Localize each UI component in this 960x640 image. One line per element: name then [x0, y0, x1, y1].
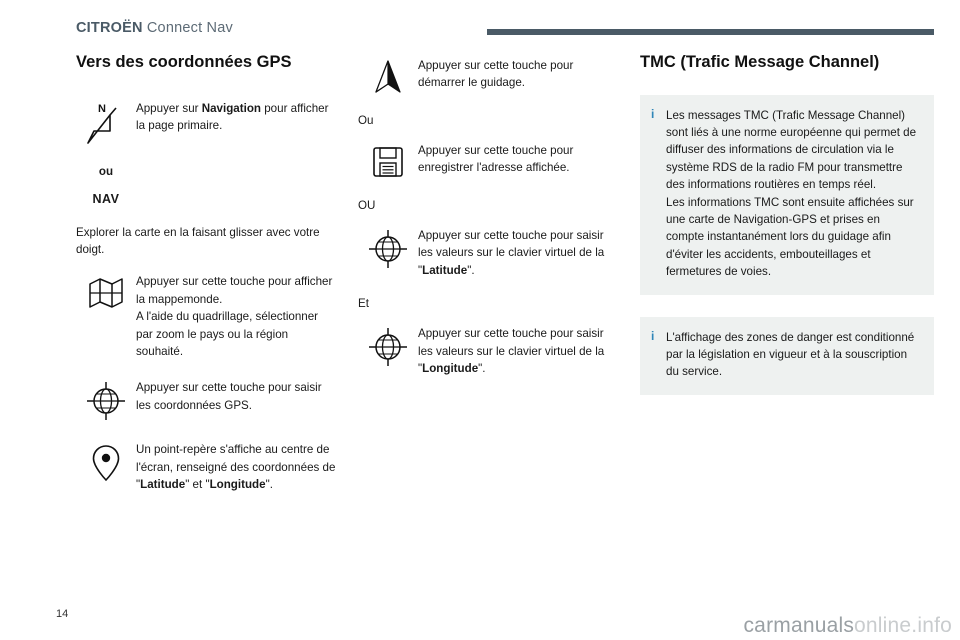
- svg-text:N: N: [98, 102, 106, 115]
- instruction-text: [136, 99, 338, 135]
- note-paragraph: L'affichage des zones de danger est conditionné par la législation en vigueur et à la souscription du service.: [666, 330, 915, 379]
- instruction-row: [76, 99, 338, 147]
- text-suffix: ".: [467, 263, 475, 277]
- navigation-arrow-icon: [371, 58, 405, 96]
- icon-cell: [76, 440, 136, 484]
- explore-text: Explorer la carte en la faisant glisser avec votre doigt.: [76, 225, 320, 257]
- column-left: [76, 52, 338, 512]
- icon-cell: [76, 99, 136, 147]
- globe-icon: [367, 228, 409, 270]
- instruction-text: [418, 226, 620, 279]
- globe-icon: [367, 326, 409, 368]
- column-right: [640, 52, 934, 417]
- instruction-text: Appuyer sur cette touche pour démarrer le guidage.: [418, 59, 574, 90]
- info-icon: i: [651, 328, 655, 343]
- text-suffix: ".: [265, 478, 273, 492]
- brand-name: CITROËN: [76, 20, 143, 36]
- header-rule: [487, 29, 934, 35]
- instruction-text: [136, 272, 338, 360]
- info-note: [640, 95, 934, 295]
- nav-label: NAV: [92, 191, 120, 206]
- icon-cell: [358, 226, 418, 270]
- icon-cell: [358, 141, 418, 181]
- page-number: 14: [56, 608, 69, 620]
- text-bold-latitude: Latitude: [140, 478, 186, 492]
- icon-cell: [358, 56, 418, 96]
- instruction-row: [358, 141, 620, 181]
- text-prefix: Appuyer sur: [136, 101, 202, 115]
- text-line-2: A l'aide du quadrillage, sélectionner par zoom le pays ou la région souhaité.: [136, 310, 319, 358]
- text-mid: " et ": [185, 478, 210, 492]
- save-floppy-icon: [369, 143, 407, 181]
- watermark-left: carmanuals: [743, 614, 855, 637]
- instruction-row: [76, 440, 338, 493]
- text-bold-longitude: Longitude: [209, 478, 266, 492]
- compass-navigation-icon: [84, 101, 128, 147]
- brand-subtitle: Connect Nav: [146, 20, 233, 36]
- text-line-1: Appuyer sur cette touche pour afficher la mappemonde.: [136, 275, 333, 306]
- text-suffix: ".: [478, 361, 486, 375]
- instruction-row: [358, 56, 620, 96]
- instruction-text: [418, 324, 620, 377]
- watermark: [743, 614, 952, 638]
- ou-word-2: OU: [358, 199, 376, 212]
- note-paragraph: Les messages TMC (Trafic Message Channel) sont liés à une norme européenne qui permet de diffuser des informations de circulation via le système RDS de la radio FM pour transmettre des informations routières en temps réel.: [666, 108, 917, 192]
- icon-cell: [76, 272, 136, 312]
- text-bold-longitude: Longitude: [422, 361, 479, 375]
- section-title-tmc: TMC (Trafic Message Channel): [640, 53, 880, 71]
- column-middle: [358, 52, 620, 395]
- watermark-right: online.info: [854, 614, 952, 637]
- text-prefix: Appuyer sur cette touche pour saisir les valeurs sur le clavier virtuel de la ": [418, 327, 605, 375]
- text-bold: Navigation: [201, 101, 261, 115]
- icon-cell: [76, 378, 136, 422]
- ou-label: ou: [98, 164, 114, 178]
- instruction-row: [358, 226, 620, 279]
- text-suffix: pour afficher la page primaire.: [136, 101, 329, 133]
- instruction-row: [76, 378, 338, 422]
- et-word: Et: [358, 297, 369, 311]
- info-note: [640, 317, 934, 395]
- info-icon: i: [651, 106, 655, 121]
- text-prefix: Appuyer sur cette touche pour saisir les valeurs sur le clavier virtuel de la ": [418, 229, 605, 277]
- brand-header: [76, 20, 233, 36]
- text-prefix: Un point-repère s'affiche au centre de l'écran, renseigné des coordonnées de ": [136, 443, 336, 492]
- note-paragraph: Les informations TMC sont ensuite affichées sur une carte de Navigation-GPS et prises en compte instantanément lors du guidage afin d'éviter les accidents, embouteillages et fermetures de voies.: [666, 195, 914, 279]
- map-pin-icon: [88, 442, 124, 484]
- map-grid-icon: [86, 274, 126, 312]
- ou-word-1: Ou: [358, 114, 374, 127]
- instruction-text: Appuyer sur cette touche pour saisir les coordonnées GPS.: [136, 381, 322, 412]
- text-bold-latitude: Latitude: [422, 263, 468, 277]
- instruction-row: [358, 324, 620, 377]
- globe-icon: [85, 380, 127, 422]
- icon-cell: [358, 324, 418, 368]
- page-title: Vers des coordonnées GPS: [76, 53, 292, 71]
- instruction-text: Appuyer sur cette touche pour enregistrer l'adresse affichée.: [418, 144, 574, 175]
- instruction-row: [76, 272, 338, 360]
- instruction-text: [136, 440, 338, 493]
